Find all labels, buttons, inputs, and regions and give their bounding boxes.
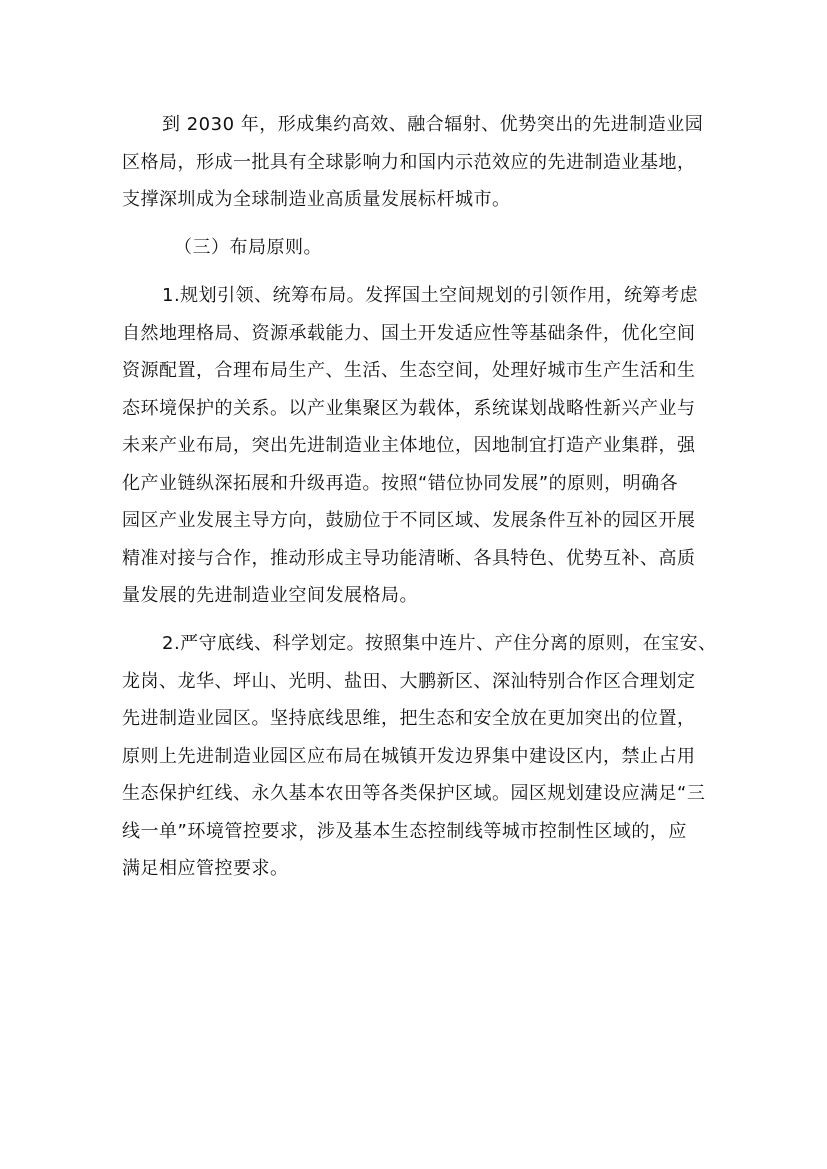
text-line: 资源配置，合理布局生产、生活、生态空间，处理好城市生产生活和生: [122, 360, 696, 381]
text-line: 化产业链纵深拓展和升级再造。按照“错位协同发展”的原则，明确各: [122, 472, 679, 494]
text-line: 支撑深圳成为全球制造业高质量发展标杆城市。: [122, 189, 511, 210]
text-line: 2.严守底线、科学划定。按照集中连片、产住分离的原则，在宝安、: [162, 633, 717, 654]
text-line: 满足相应管控要求。: [122, 858, 289, 879]
section-heading: （三）布局原则。: [174, 237, 322, 258]
text-line: 精准对接与合作，推动形成主导功能清晰、各具特色、优势互补、高质: [122, 547, 696, 569]
paragraph-spacer: [122, 267, 706, 278]
text-line: 生态保护红线、永久基本农田等各类保护区域。园区规划建设应满足“三: [122, 783, 706, 804]
text-line: 先进制造业园区。坚持底线思维，把生态和安全放在更加突出的位置，: [122, 708, 696, 729]
text-line: 量发展的先进制造业空间发展格局。: [122, 585, 418, 606]
text-line: 园区产业发展主导方向，鼓励位于不同区域、发展条件互补的园区开展: [122, 510, 696, 531]
text-line: 1.规划引领、统筹布局。发挥国土空间规划的引领作用，统筹考虑: [162, 285, 699, 306]
document-body: [122, 106, 717, 888]
paragraph-goal-2030: [122, 106, 706, 219]
paragraph-spacer: [122, 219, 706, 230]
paragraph-spacer: [122, 615, 706, 626]
section-heading-layout-principles: [122, 229, 706, 267]
paragraph-principle-2: [122, 625, 717, 888]
text-line: 龙岗、龙华、坪山、光明、盐田、大鹏新区、深汕特别合作区合理划定: [122, 670, 696, 692]
text-line: 到 2030 年，形成集约高效、融合辐射、优势突出的先进制造业园: [162, 114, 704, 135]
text-line: 自然地理格局、资源承载能力、国土开发适应性等基础条件，优化空间: [122, 322, 696, 344]
paragraph-principle-1: [122, 277, 706, 615]
text-line: 态环境保护的关系。以产业集聚区为载体，系统谋划战略性新兴产业与: [122, 397, 696, 419]
text-line: 原则上先进制造业园区应布局在城镇开发边界集中建设区内，禁止占用: [122, 745, 696, 767]
text-line: 未来产业布局，突出先进制造业主体地位，因地制宜打造产业集群，强: [122, 435, 696, 456]
text-line: 区格局，形成一批具有全球影响力和国内示范效应的先进制造业基地，: [122, 151, 696, 173]
text-line: 线一单”环境管控要求，涉及基本生态控制线等城市控制性区域的，应: [122, 820, 687, 842]
